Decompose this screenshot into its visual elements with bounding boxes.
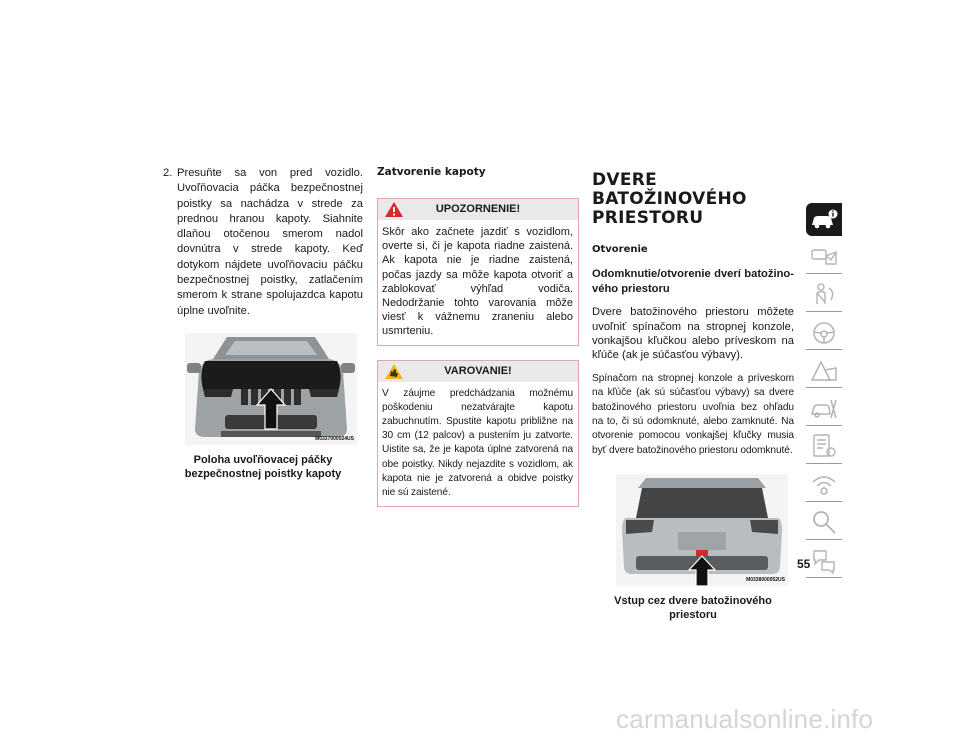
caution-hand-icon: [384, 363, 404, 380]
car-service-icon: [809, 394, 839, 422]
bold-subheading: Odomknutie/otvorenie dverí batožinového priestoru: [592, 268, 794, 295]
tab-car-info[interactable]: [806, 203, 842, 236]
front-vehicle-illustration: [185, 333, 357, 445]
step-number: 2.: [163, 167, 173, 179]
tab-safety[interactable]: [806, 278, 842, 312]
hood-release-latch-photo: [185, 333, 357, 445]
warning-header: [378, 199, 578, 220]
steering-wheel-icon: [809, 318, 839, 346]
multimedia-icon: [809, 470, 839, 498]
tab-language[interactable]: [806, 544, 842, 578]
specifications-list-icon: [809, 432, 839, 460]
warning-triangle-icon: [809, 356, 839, 384]
section-heading: Zatvorenie kapoty: [377, 166, 486, 178]
page-number: 55: [797, 557, 811, 571]
figure-caption: Poloha uvoľňovacej páčky bezpečnostnej poistky kapoty: [184, 453, 342, 480]
image-code: M0337000024US: [315, 435, 354, 442]
image-code: M0338000052US: [746, 577, 785, 584]
tab-emergency[interactable]: [806, 354, 842, 388]
caution-text: V záujme predchádzania možnému poškodeniu nezatvárajte kapotu zabuchnutím. Spustite kapotu približne na 30 cm (12 palcov) a pustením ju zatvorte. Uistite sa, že je kapota úplne zatvorená na obe poistky. Nikdy nejazdite s vozidlom, ak kapota nie je zatvorená a obidve poistky nie sú zaistené.: [382, 387, 573, 499]
paragraph-2: Spínačom na stropnej konzole a príveskom na kľúče (ak sú súčasťou výbavy) sa dvere batožinového priestoru uvoľnia bez ohľadu na to, či sú odomknuté, alebo zamknuté. Na otvorenie pomocou vonkajšej kľučky musia byť dvere batožinového priestoru odomknuté.: [592, 372, 794, 456]
paragraph-1: Dvere batožinového priestoru môžete uvoľniť spínačom na stropnej konzole, vonkajšou kľučkou alebo príveskom na kľúče (ak je súčasťou výbavy).: [592, 306, 794, 362]
tab-multimedia[interactable]: [806, 468, 842, 502]
liftgate-photo: [616, 474, 788, 586]
car-info-icon: [809, 205, 839, 233]
chapter-heading: DVERE BATOŽINOVÉHO PRIESTORU: [592, 170, 747, 228]
tab-dashboard[interactable]: [806, 240, 842, 274]
caution-header: [378, 361, 578, 382]
subheading: Otvorenie: [592, 244, 648, 255]
caution-box: [377, 360, 579, 508]
warning-text: Skôr ako začnete jazdiť s vozidlom, overte si, či je kapota riadne zaistená. Ak kapota nie je riadne zaistená, počas jazdy sa môže kapota otvoriť a zablokovať výhľad vodiča. Nedodržanie tohto varovania môže viesť k vážnemu zraneniu alebo usmrteniu.: [382, 226, 573, 338]
rear-vehicle-illustration: [616, 474, 788, 586]
left-column: [163, 166, 363, 481]
language-icon: [809, 546, 839, 574]
tab-specifications[interactable]: [806, 430, 842, 464]
tab-service[interactable]: [806, 392, 842, 426]
dashboard-message-icon: [809, 242, 839, 270]
tab-index[interactable]: [806, 506, 842, 540]
right-column: [592, 166, 794, 622]
seatbelt-airbag-icon: [809, 280, 839, 308]
warning-box: [377, 198, 579, 346]
step-text: Presuňte sa von pred vozidlo. Uvoľňovacia páčka bezpečnostnej poistky sa nachádza v strede za prednou hranou kapoty. Siahnite dlaňou otočenou smerom nadol dovnútra v strede kapoty. Keď dotykom nájdete uvoľňovaciu páčku bezpečnostnej poistky, zatlačením smerom k strane spolujazdca kapotu úplne uvoľnite.: [177, 167, 363, 317]
middle-column: [377, 166, 579, 507]
tab-driving[interactable]: [806, 316, 842, 350]
step-2: [163, 166, 363, 319]
index-search-icon: [809, 508, 839, 536]
warning-title: UPOZORNENIE!: [435, 203, 521, 215]
warning-triangle-icon: [384, 201, 404, 218]
chapter-tabs: [806, 203, 842, 582]
figure-caption: Vstup cez dvere batožinového priestoru: [614, 595, 772, 622]
watermark: carmanualsonline.info: [616, 704, 874, 734]
caution-title: VAROVANIE!: [444, 364, 512, 377]
